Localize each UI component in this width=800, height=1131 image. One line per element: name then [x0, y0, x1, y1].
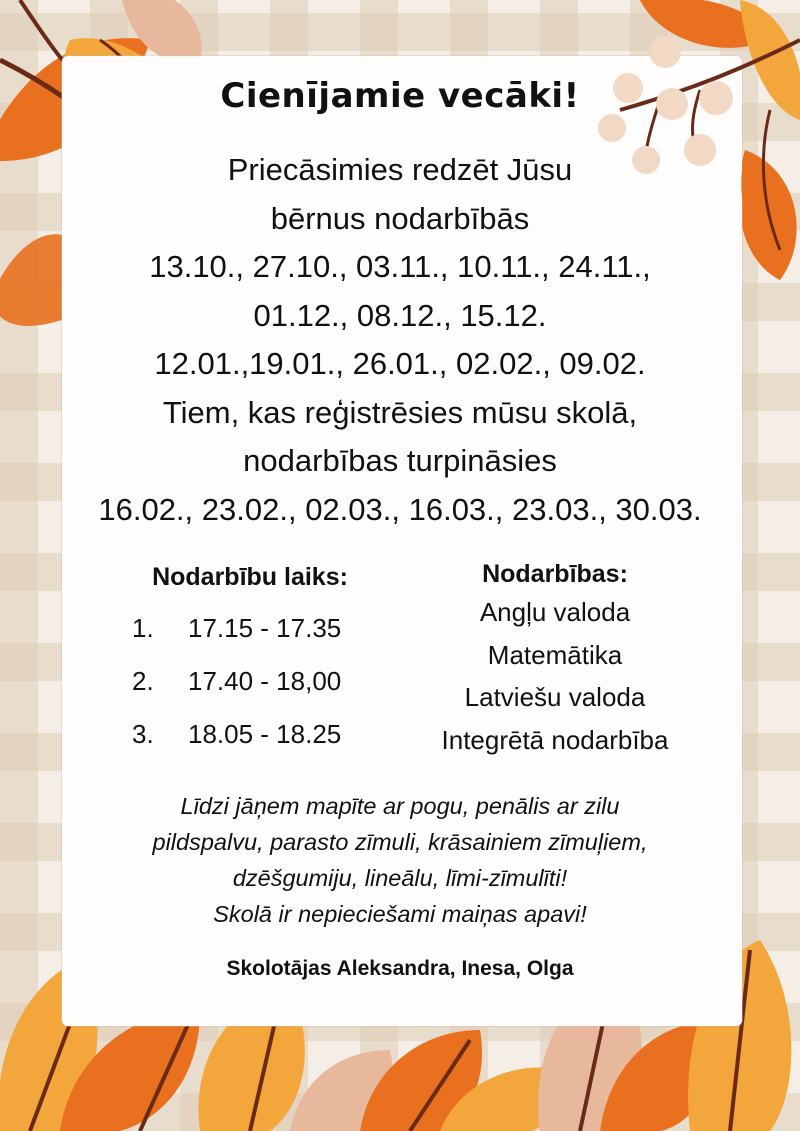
intro-line: Tiem, kas reģistrēsies mūsu skolā, — [162, 394, 638, 430]
schedule-heading: Nodarbību laiks: — [152, 563, 348, 591]
slot-number: 3. — [132, 719, 154, 749]
supplies-note — [0, 788, 800, 932]
intro-line: 01.12., 08.12., 15.12. — [253, 297, 547, 333]
slot-time: 18.05 - 18.25 — [188, 719, 342, 749]
intro-line: Priecāsimies redzēt Jūsu — [227, 152, 573, 187]
intro-line: 16.02., 23.02., 02.03., 16.03., 23.03., 30.03. — [98, 491, 702, 527]
intro-line: nodarbības turpināsies — [243, 443, 557, 478]
subject-item: Angļu valoda — [479, 597, 631, 627]
slot-time: 17.40 - 18,00 — [188, 666, 342, 696]
note-line: Līdzi jāņem mapīte ar pogu, penālis ar zilu — [180, 793, 620, 819]
teachers-signature: Skolotājas Aleksandra, Inesa, Olga — [226, 957, 574, 980]
slot-number: 2. — [132, 666, 154, 696]
poster-title: Cienījamie vecāki! — [220, 76, 580, 116]
subject-item: Latviešu valoda — [464, 682, 646, 712]
intro-line: bērnus nodarbībās — [270, 200, 530, 236]
subjects-section — [405, 560, 705, 761]
schedule-section — [120, 563, 380, 761]
schedule-slot — [120, 708, 380, 761]
slot-number: 1. — [132, 613, 154, 643]
slot-time: 17.15 - 17.35 — [188, 613, 342, 643]
note-line: Skolā ir nepieciešami maiņas apavi! — [213, 901, 587, 927]
schedule-slot — [120, 655, 380, 708]
note-line: pildspalvu, parasto zīmuli, krāsainiem zīmuļiem, — [152, 829, 648, 855]
intro-text — [0, 146, 800, 534]
note-line: dzēšgumiju, lineālu, līmi-zīmulīti! — [232, 865, 568, 891]
subjects-heading: Nodarbības: — [482, 560, 628, 588]
subject-item: Matemātika — [487, 639, 623, 670]
intro-line: 12.01.,19.01., 26.01., 02.02., 09.02. — [154, 346, 646, 381]
schedule-slot — [120, 602, 380, 655]
subject-item: Integrētā nodarbība — [441, 724, 669, 755]
intro-line: 13.10., 27.10., 03.11., 10.11., 24.11., — [149, 249, 651, 284]
